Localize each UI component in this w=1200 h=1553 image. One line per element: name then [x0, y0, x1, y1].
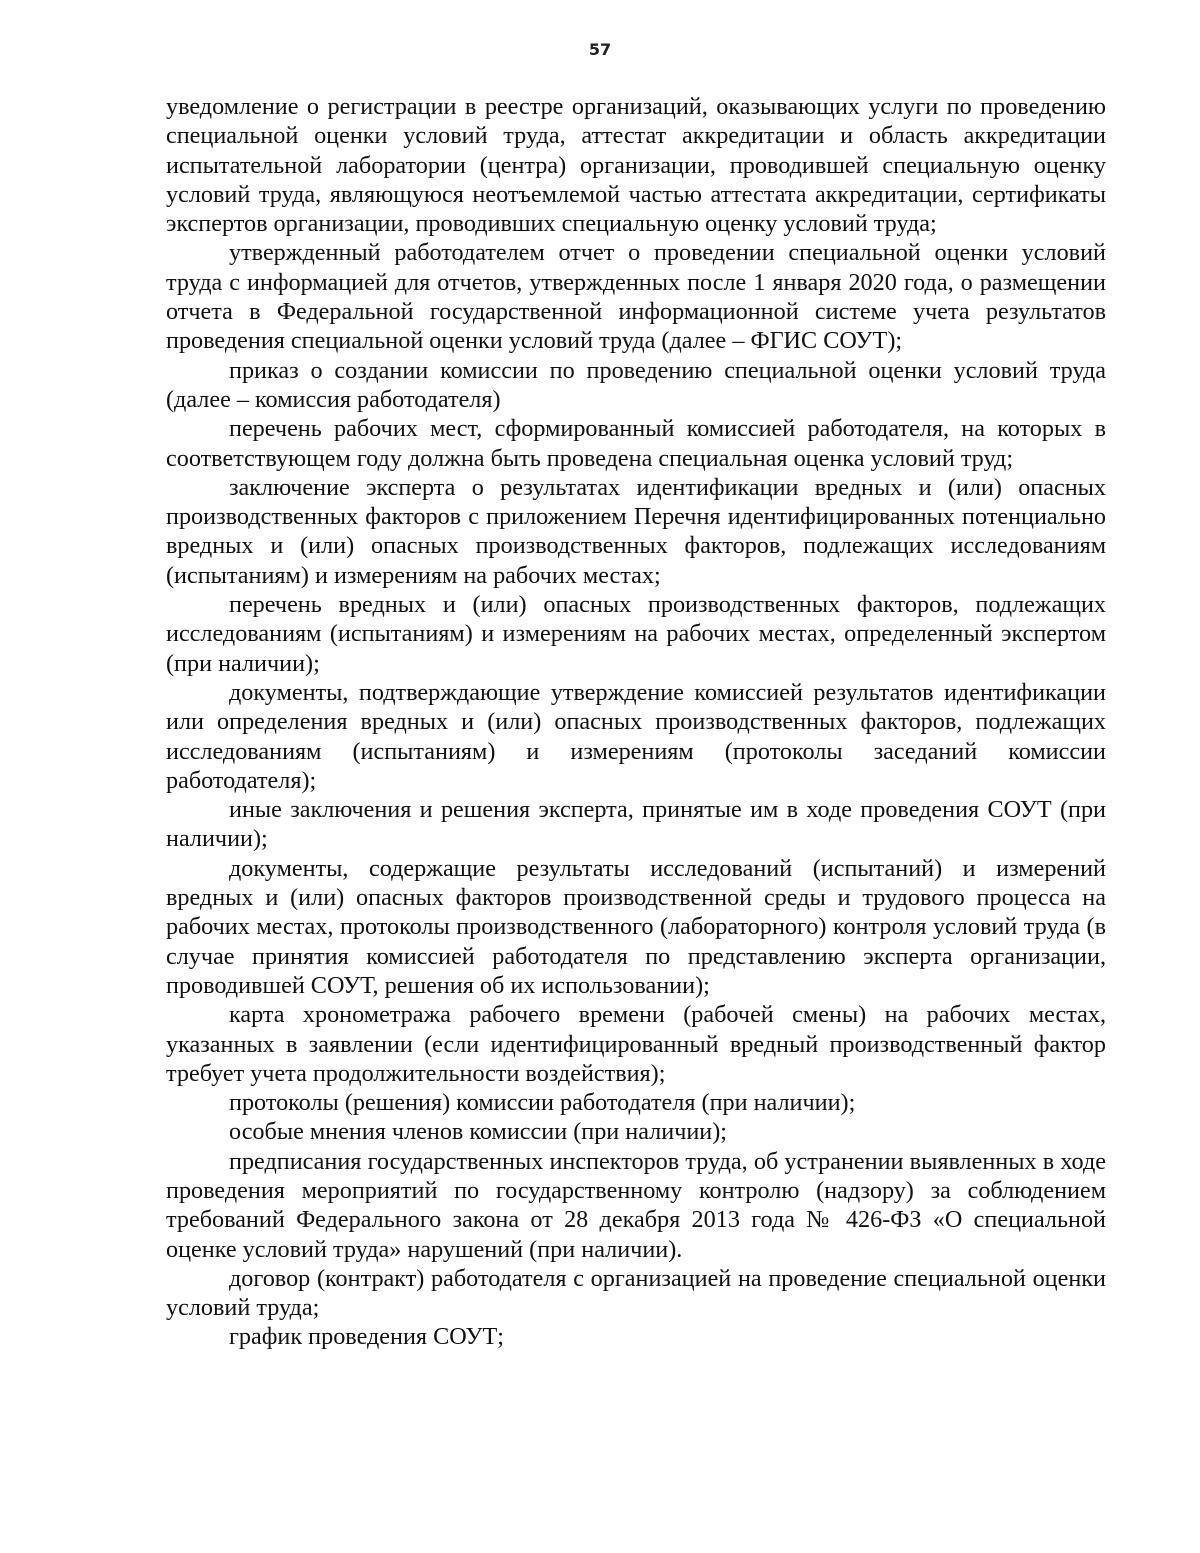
paragraph: протоколы (решения) комиссии работодателя (при наличии);	[229, 1089, 856, 1117]
paragraph: договор (контракт) работодателя с организацией на проведение специальной оценки условий труда;	[166, 1264, 1106, 1322]
paragraph: документы, содержащие результаты исследований (испытаний) и измерений вредных и (или) опасных факторов производственной среды и трудового процесса на рабочих местах, протоколы производственного (лабораторного) контроля условий труда (в случае принятия комиссией работодателя по представлению эксперта организации, проводившей СОУТ, решения об их использовании);	[166, 854, 1106, 999]
paragraph: иные заключения и решения эксперта, принятые им в ходе проведения СОУТ (при наличии);	[166, 796, 1106, 853]
paragraph: заключение эксперта о результатах идентификации вредных и (или) опасных производственных факторов с приложением Перечня идентифицированных потенциально вредных и (или) опасных производственных факторов, подлежащих исследованиям (испытаниям) и измерениям на рабочих местах;	[166, 473, 1106, 589]
paragraph: перечень рабочих мест, сформированный комиссией работодателя, на которых в соответствующем году должна быть проведена специальная оценка условий труд;	[166, 415, 1106, 472]
paragraph: документы, подтверждающие утверждение комиссией результатов идентификации или определения вредных и (или) опасных производственных факторов, подлежащих исследованиям (испытаниям) и измерениям (протоколы заседаний комиссии работодателя);	[166, 678, 1106, 794]
paragraph: предписания государственных инспекторов труда, об устранении выявленных в ходе проведения мероприятий по государственному контролю (надзору) за соблюдением требований Федерального закона от 28 декабря 2013 года № 426-ФЗ «О специальной оценке условий труда» нарушений (при наличии).	[166, 1147, 1106, 1263]
document-body	[166, 92, 1106, 1352]
paragraph: особые мнения членов комиссии (при наличии);	[229, 1118, 728, 1146]
page-number: 57	[588, 40, 612, 59]
paragraph: график проведения СОУТ;	[229, 1323, 504, 1351]
paragraph: уведомление о регистрации в реестре организаций, оказывающих услуги по проведению специальной оценки условий труда, аттестат аккредитации и область аккредитации испытательной лаборатории (центра) организации, проводившей специальную оценку условий труда, являющуюся неотъемлемой частью аттестата аккредитации, сертификаты экспертов организации, проводивших специальную оценку условий труда;	[166, 93, 1106, 238]
paragraph: утвержденный работодателем отчет о проведении специальной оценки условий труда с информацией для отчетов, утвержденных после 1 января 2020 года, о размещении отчета в Федеральной государственной информационной системе учета результатов проведения специальной оценки условий труда (далее – ФГИС СОУТ);	[166, 239, 1106, 355]
paragraph: перечень вредных и (или) опасных производственных факторов, подлежащих исследованиям (испытаниям) и измерениям на рабочих местах, определенный экспертом (при наличии);	[166, 591, 1106, 677]
paragraph: карта хронометража рабочего времени (рабочей смены) на рабочих местах, указанных в заявлении (если идентифицированный вредный производственный фактор требует учета продолжительности воздействия);	[166, 1001, 1106, 1087]
paragraph: приказ о создании комиссии по проведению специальной оценки условий труда (далее – комиссия работодателя)	[166, 356, 1106, 413]
